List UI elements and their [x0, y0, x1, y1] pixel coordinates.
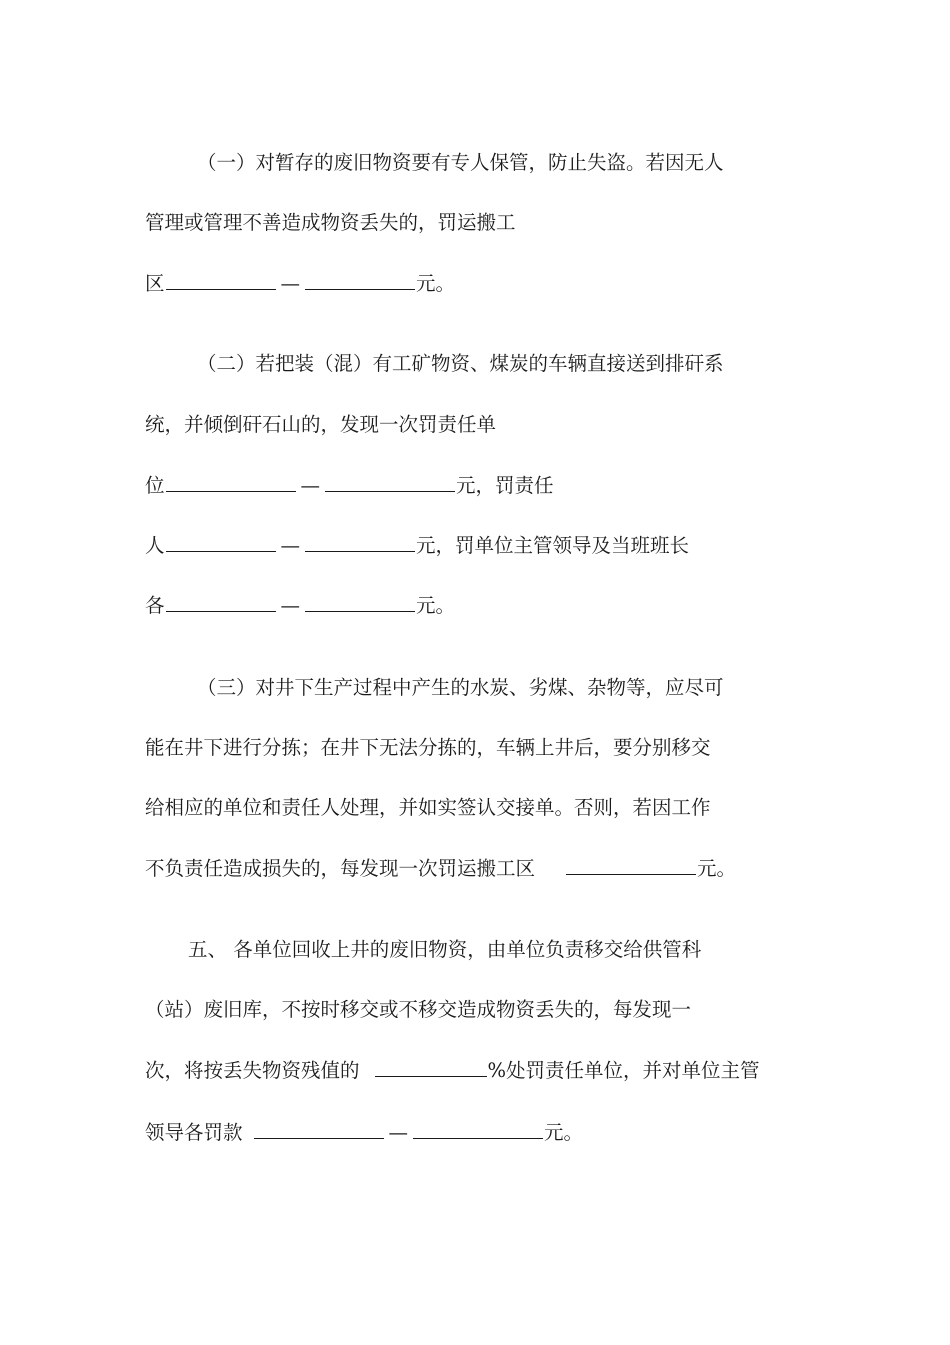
text-suffix: 元。: [416, 594, 456, 617]
text-suffix: %处罚责任单位，并对单位主管: [487, 1059, 760, 1082]
text-prefix: 各: [145, 594, 165, 617]
blank-field[interactable]: [305, 593, 415, 612]
paragraph-5-line-3: [145, 1058, 760, 1083]
blank-field[interactable]: [305, 271, 415, 290]
paragraph-3-line-2: 能在井下进行分拣；在井下无法分拣的，车辆上井后，要分别移交: [145, 736, 711, 759]
dash-separator: —: [388, 1121, 409, 1144]
paragraph-5-line-4: [145, 1120, 583, 1145]
text-suffix: 元，罚单位主管领导及当班班长: [416, 534, 690, 557]
blank-field[interactable]: [166, 271, 276, 290]
paragraph-1-line-1: （一）对暂存的废旧物资要有专人保管，防止失盗。若因无人: [197, 151, 724, 174]
text-prefix: 区: [145, 272, 165, 295]
paragraph-3-line-3: 给相应的单位和责任人处理，并如实签认交接单。否则，若因工作: [145, 796, 711, 819]
text-suffix: 元。: [697, 857, 737, 880]
dash-separator: —: [300, 474, 321, 497]
dash-separator: —: [280, 594, 301, 617]
dash-separator: —: [280, 534, 301, 557]
blank-field[interactable]: [325, 473, 455, 492]
paragraph-2-line-1: （二）若把装（混）有工矿物资、煤炭的车辆直接送到排矸系: [197, 352, 724, 375]
paragraph-2-line-5: [145, 593, 455, 618]
text-prefix: 位: [145, 474, 165, 497]
paragraph-2-line-3: [145, 473, 554, 498]
dash-separator: —: [280, 272, 301, 295]
paragraph-3-line-4: [145, 856, 736, 881]
text-prefix: 领导各罚款: [145, 1121, 243, 1144]
blank-field[interactable]: [166, 473, 296, 492]
text-prefix: 次，将按丢失物资残值的: [145, 1059, 360, 1082]
paragraph-2-line-4: [145, 533, 689, 558]
blank-field[interactable]: [413, 1120, 543, 1139]
blank-field[interactable]: [375, 1058, 487, 1077]
paragraph-1-line-3: [145, 271, 455, 296]
blank-field[interactable]: [566, 856, 696, 875]
blank-field[interactable]: [305, 533, 415, 552]
text-prefix: 不负责任造成损失的，每发现一次罚运搬工区: [145, 857, 536, 880]
text-suffix: 元，罚责任: [456, 474, 554, 497]
paragraph-5-line-1: 五、 各单位回收上井的废旧物资，由单位负责移交给供管科: [188, 938, 702, 961]
blank-field[interactable]: [166, 533, 276, 552]
blank-field[interactable]: [254, 1120, 384, 1139]
paragraph-2-line-2: 统，并倾倒矸石山的，发现一次罚责任单: [145, 413, 497, 436]
blank-field[interactable]: [166, 593, 276, 612]
text-suffix: 元。: [544, 1121, 584, 1144]
paragraph-1-line-2: 管理或管理不善造成物资丢失的，罚运搬工: [145, 211, 516, 234]
paragraph-3-line-1: （三）对井下生产过程中产生的水炭、劣煤、杂物等，应尽可: [197, 676, 724, 699]
paragraph-5-line-2: （站）废旧库，不按时移交或不移交造成物资丢失的，每发现一: [145, 998, 692, 1021]
text-suffix: 元。: [416, 272, 456, 295]
text-prefix: 人: [145, 534, 165, 557]
